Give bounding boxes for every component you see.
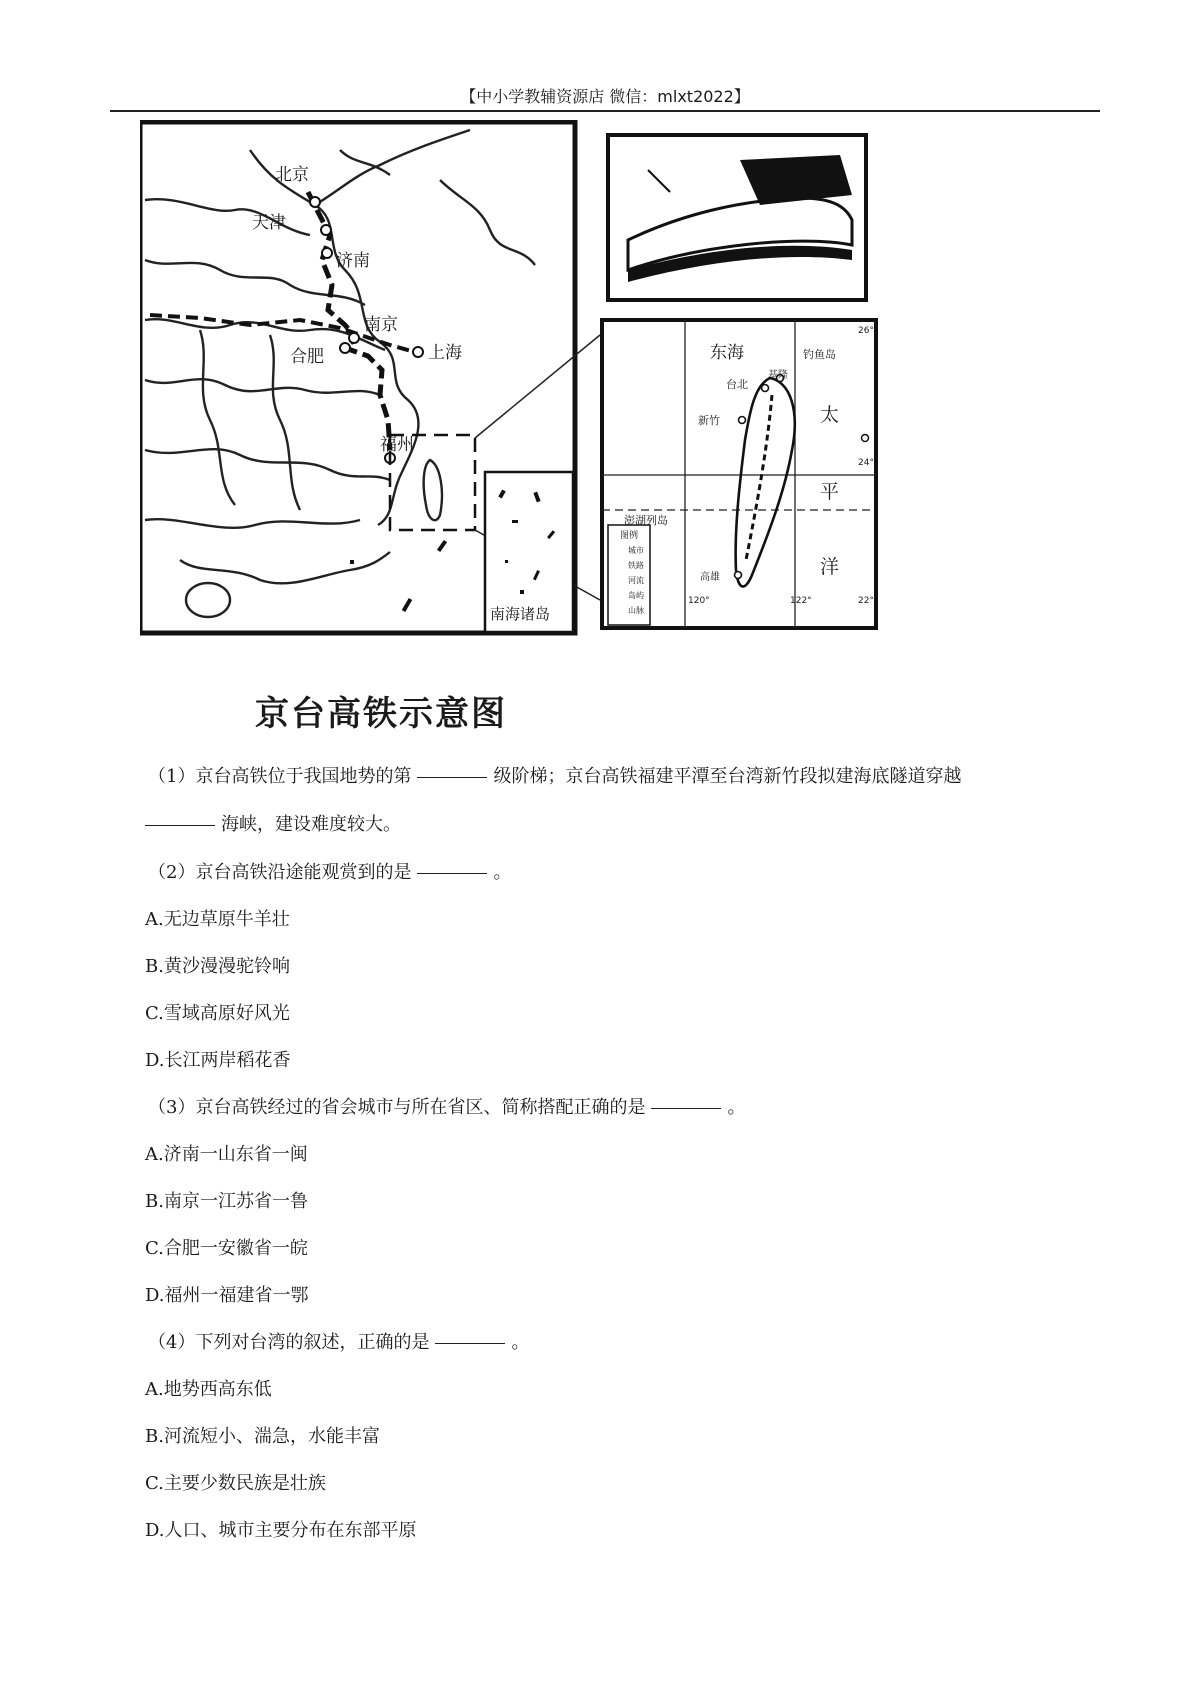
answer-blank: [417, 777, 487, 778]
city-nanjing: [349, 333, 359, 343]
answer-blank: [435, 1343, 505, 1344]
question-2-option-a: A.无边草原牛羊壮: [145, 909, 290, 930]
legend-item-island: 岛屿: [628, 591, 644, 600]
question-1-part-1: （1）京台高铁位于我国地势的第: [148, 766, 412, 787]
label-penghu: 澎湖列岛: [624, 514, 668, 527]
answer-blank: [145, 825, 215, 826]
legend-item-mountain: 山脉: [628, 606, 644, 615]
question-2-option-b: B.黄沙漫漫驼铃响: [145, 956, 290, 977]
question-1-part-2: 级阶梯；京台高铁福建平潭至台湾新竹段拟建海底隧道穿越: [493, 766, 962, 787]
legend-item-city: 城市: [628, 546, 644, 555]
question-1-line-2: [145, 810, 401, 836]
page-header: 【中小学教辅资源店 微信：mlxt2022】: [460, 87, 750, 106]
question-2-end: 。: [493, 862, 512, 883]
legend-title: 图例: [620, 531, 639, 541]
label-diaoyu-island: 钓鱼岛: [803, 348, 836, 361]
label-ocean-char-3: 洋: [820, 556, 840, 578]
question-4-text: （4）下列对台湾的叙述，正确的是: [148, 1332, 430, 1353]
label-beijing: 北京: [275, 165, 309, 185]
city-jinan: [322, 248, 332, 258]
label-shanghai: 上海: [428, 343, 462, 363]
label-jinan: 济南: [336, 251, 370, 271]
question-3-option-d: D.福州一福建省一鄂: [145, 1285, 309, 1306]
question-3-end: 。: [727, 1097, 746, 1118]
degree-label-122: 122°: [790, 596, 812, 606]
question-4-option-b: B.河流短小、湍急，水能丰富: [145, 1426, 380, 1447]
question-4-end: 。: [511, 1332, 530, 1353]
question-4-option-a: A.地势西高东低: [145, 1379, 272, 1400]
question-3-option-a: A.济南一山东省一闽: [145, 1144, 308, 1165]
legend-item-river: 河流: [628, 576, 644, 585]
label-east-china-sea: 东海: [710, 343, 744, 363]
question-1-line-1: [148, 762, 961, 788]
degree-label-120: 120°: [688, 596, 710, 606]
question-2-option-d: D.长江两岸稻花香: [145, 1050, 291, 1071]
header-divider: [110, 110, 1100, 112]
question-4-stem: [148, 1328, 529, 1354]
question-3-text: （3）京台高铁经过的省会城市与所在省区、简称搭配正确的是: [148, 1097, 646, 1118]
beijing-taipei-railway-figure: [140, 120, 960, 740]
city-hefei: [340, 343, 350, 353]
question-2-option-c: C.雪域高原好风光: [145, 1003, 290, 1024]
city-shanghai: [413, 347, 423, 357]
degree-label-26: 26°: [858, 326, 874, 336]
label-taipei: 台北: [726, 378, 748, 391]
degree-label-24: 24°: [858, 458, 874, 468]
question-3-option-b: B.南京一江苏省一鲁: [145, 1191, 308, 1212]
label-kaohsiung: 高雄: [700, 572, 720, 583]
label-ocean-char-1: 太: [820, 404, 840, 426]
label-fuzhou: 福州: [380, 435, 414, 455]
city-beijing: [310, 197, 320, 207]
label-ocean-char-2: 平: [820, 481, 840, 503]
question-4-option-d: D.人口、城市主要分布在东部平原: [145, 1520, 417, 1541]
label-hsinchu: 新竹: [698, 414, 720, 427]
question-3-stem: [148, 1093, 745, 1119]
label-tianjin: 天津: [252, 213, 286, 233]
question-2-stem: [148, 858, 511, 884]
label-nanjing: 南京: [364, 315, 398, 335]
label-hefei: 合肥: [290, 347, 324, 367]
legend-item-railway: 铁路: [628, 561, 644, 570]
question-3-option-c: C.合肥一安徽省一皖: [145, 1238, 308, 1259]
answer-blank: [417, 873, 487, 874]
question-2-text: （2）京台高铁沿途能观赏到的是: [148, 862, 412, 883]
question-4-option-c: C.主要少数民族是壮族: [145, 1473, 326, 1494]
question-1-part-3: 海峡，建设难度较大。: [221, 814, 401, 835]
degree-label-22: 22°: [858, 596, 874, 606]
label-keelung: 基隆: [768, 370, 788, 381]
figure-caption: 京台高铁示意图: [255, 694, 507, 734]
city-tianjin: [321, 225, 331, 235]
label-south-sea-islands: 南海诸岛: [490, 605, 551, 623]
answer-blank: [651, 1108, 721, 1109]
